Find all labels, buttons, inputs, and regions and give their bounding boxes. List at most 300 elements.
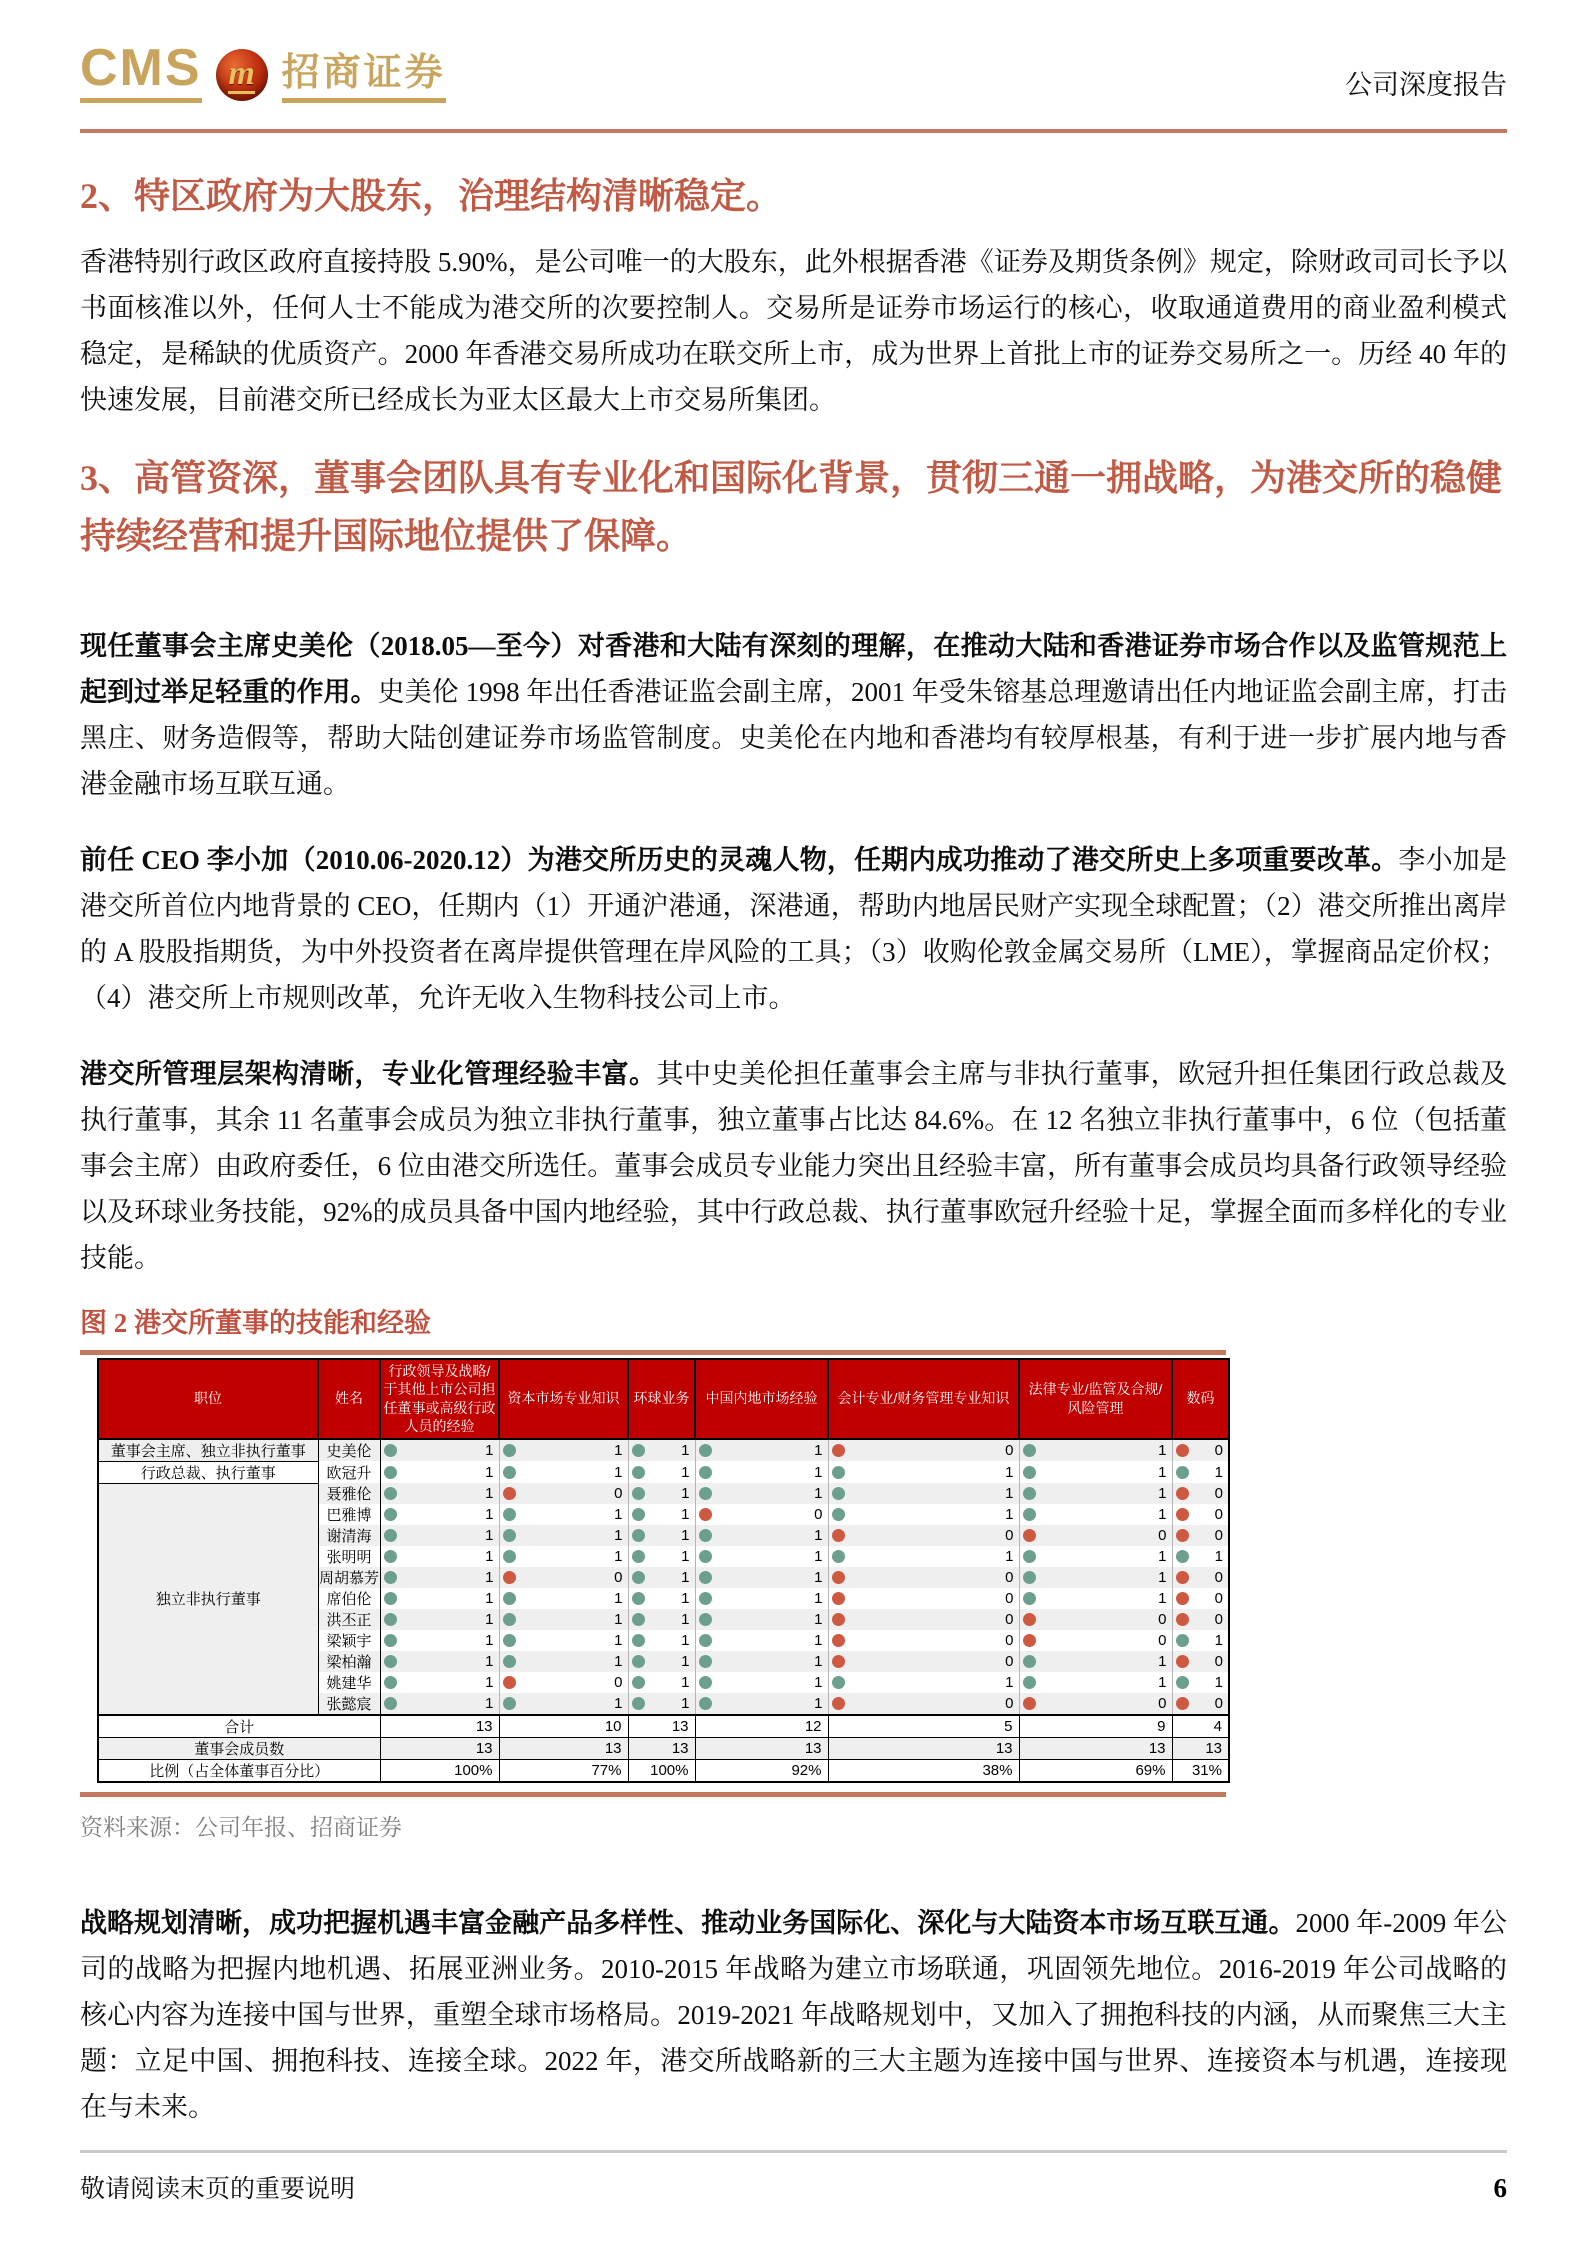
skill-value: 1 [1158,1653,1167,1671]
skill-cell [695,1609,828,1630]
table-header-row [98,1359,1229,1439]
skill-dot-green-icon [832,1487,845,1500]
section3-paragraph-2 [80,837,1507,1021]
skill-cell [695,1461,828,1483]
skill-value: 0 [1158,1611,1167,1629]
skill-value: 1 [614,1632,623,1650]
skill-value: 1 [485,1695,494,1713]
director-name: 欧冠升 [318,1461,380,1483]
skill-value: 0 [1005,1632,1014,1650]
skill-dot-red-icon [1176,1697,1189,1710]
skill-cell [828,1630,1019,1651]
skill-cell [695,1672,828,1693]
skill-cell [380,1567,499,1588]
cms-logo-chinese: 招商证券 [282,54,446,103]
skill-value: 1 [485,1611,494,1629]
skill-dot-green-icon [384,1571,397,1584]
skill-value: 1 [614,1653,623,1671]
skill-cell [1172,1546,1229,1567]
skill-dot-green-icon [699,1655,712,1668]
table-summary-row [98,1738,1229,1760]
skill-cell [1019,1546,1172,1567]
skill-dot-green-icon [1023,1676,1036,1689]
summary-value: 13 [499,1738,628,1760]
paragraph-lead: 港交所管理层架构清晰，专业化管理经验丰富。 [80,1059,657,1090]
skill-cell [628,1483,695,1504]
position-cell: 独立非执行董事 [98,1483,318,1715]
skill-cell [499,1609,628,1630]
skill-dot-green-icon [503,1444,516,1457]
skill-cell [499,1504,628,1525]
skill-cell [828,1609,1019,1630]
skill-value: 0 [1158,1632,1167,1650]
skill-cell [1019,1651,1172,1672]
summary-value: 5 [828,1715,1019,1738]
skill-cell [628,1672,695,1693]
summary-value: 13 [380,1738,499,1760]
skill-value: 1 [1214,1548,1223,1566]
skill-value: 1 [681,1506,690,1524]
skill-cell [499,1546,628,1567]
paragraph-lead: 战略规划清晰，成功把握机遇丰富金融产品多样性、推动业务国际化、深化与大陆资本市场互联互通。 [80,1908,1296,1939]
skill-value: 0 [614,1569,623,1587]
skill-cell [695,1439,828,1462]
skill-cell [628,1693,695,1715]
skill-dot-red-icon [832,1697,845,1710]
skill-value: 1 [1158,1463,1167,1481]
skill-dot-green-icon [699,1697,712,1710]
skill-value: 1 [814,1463,823,1481]
skill-cell [1019,1483,1172,1504]
skill-value: 1 [1005,1485,1014,1503]
skill-cell [1172,1651,1229,1672]
skill-value: 1 [1005,1548,1014,1566]
skill-cell [1019,1588,1172,1609]
skill-cell [380,1483,499,1504]
skill-value: 0 [1214,1441,1223,1459]
summary-value: 77% [499,1760,628,1783]
skill-value: 0 [1005,1590,1014,1608]
summary-value: 12 [695,1715,828,1738]
skill-cell [628,1546,695,1567]
skill-dot-green-icon [699,1634,712,1647]
skill-value: 1 [614,1590,623,1608]
position-cell: 行政总裁、执行董事 [98,1461,318,1483]
skill-cell [499,1439,628,1462]
skill-value: 1 [1214,1632,1223,1650]
skill-value: 1 [681,1590,690,1608]
skill-cell [695,1630,828,1651]
skill-dot-red-icon [1023,1613,1036,1626]
skill-value: 1 [814,1485,823,1503]
skill-value: 1 [485,1506,494,1524]
director-name: 张明明 [318,1546,380,1567]
skill-dot-red-icon [1176,1444,1189,1457]
section3-paragraph-1 [80,623,1507,807]
skill-value: 0 [1214,1485,1223,1503]
skill-value: 1 [681,1527,690,1545]
skill-value: 1 [1158,1674,1167,1692]
skill-cell [1019,1439,1172,1462]
skill-dot-red-icon [832,1529,845,1542]
skill-dot-green-icon [384,1529,397,1542]
skill-cell [695,1567,828,1588]
skill-cell [380,1439,499,1462]
skill-dot-green-icon [384,1444,397,1457]
skill-dot-green-icon [1176,1676,1189,1689]
skill-value: 1 [485,1527,494,1545]
skill-value: 1 [1005,1674,1014,1692]
skill-dot-green-icon [384,1508,397,1521]
summary-value: 69% [1019,1760,1172,1783]
skill-cell [828,1651,1019,1672]
skill-value: 1 [614,1527,623,1545]
skill-dot-green-icon [503,1613,516,1626]
skill-dot-green-icon [632,1634,645,1647]
skill-dot-green-icon [384,1697,397,1710]
skill-dot-red-icon [832,1571,845,1584]
skill-dot-red-icon [503,1571,516,1584]
skill-dot-red-icon [1176,1529,1189,1542]
skill-dot-green-icon [1023,1655,1036,1668]
column-header: 中国内地市场经验 [695,1359,828,1439]
skill-cell [1019,1461,1172,1483]
skill-dot-green-icon [632,1444,645,1457]
skill-value: 1 [814,1695,823,1713]
skill-cell [499,1630,628,1651]
skill-dot-red-icon [699,1508,712,1521]
skill-dot-green-icon [503,1550,516,1563]
director-name: 张懿宸 [318,1693,380,1715]
skill-dot-green-icon [632,1592,645,1605]
paragraph-body: 史美伦 1998 年出任香港证监会副主席，2001 年受朱镕基总理邀请出任内地证监会副主席，打击黑庄、财务造假等，帮助大陆创建证券市场监管制度。史美伦在内地和香港均有较厚根基，有利于进一步扩展内地与香港金融市场互联互通。 [80,677,1508,800]
skill-dot-red-icon [1176,1613,1189,1626]
summary-value: 13 [828,1738,1019,1760]
skill-cell [628,1609,695,1630]
skill-value: 1 [681,1632,690,1650]
skill-dot-green-icon [632,1613,645,1626]
skill-cell [828,1672,1019,1693]
skill-dot-red-icon [503,1487,516,1500]
director-name: 姚建华 [318,1672,380,1693]
skill-value: 1 [814,1569,823,1587]
skill-dot-green-icon [1023,1592,1036,1605]
director-name: 洪丕正 [318,1609,380,1630]
skill-value: 1 [814,1590,823,1608]
skill-value: 1 [814,1548,823,1566]
column-header: 数码 [1172,1359,1229,1439]
skill-value: 1 [814,1527,823,1545]
skill-dot-green-icon [1023,1550,1036,1563]
skill-dot-green-icon [699,1676,712,1689]
skill-dot-green-icon [699,1487,712,1500]
skill-cell [1172,1504,1229,1525]
skill-dot-green-icon [1176,1634,1189,1647]
board-skills-table [97,1358,1230,1784]
director-name: 史美伦 [318,1439,380,1462]
figure-rule-bottom [80,1792,1226,1797]
skill-cell [828,1461,1019,1483]
figure-source: 资料来源：公司年报、招商证券 [80,1815,402,1841]
skill-dot-green-icon [384,1592,397,1605]
closing-paragraph [80,1900,1507,2130]
skill-dot-green-icon [503,1634,516,1647]
skill-value: 0 [1005,1569,1014,1587]
skill-cell [1019,1504,1172,1525]
skill-cell [499,1588,628,1609]
skill-dot-green-icon [699,1571,712,1584]
skill-value: 1 [485,1485,494,1503]
section2-paragraph: 香港特别行政区政府直接持股 5.90%，是公司唯一的大股东，此外根据香港《证券及期货条例》规定，除财政司司长予以书面核准以外，任何人士不能成为港交所的次要控制人。交易所是证券市场运行的核心，收取通道费用的商业盈利模式稳定，是稀缺的优质资产。2000 年香港交易所成功在联交所上市，成为世界上首批上市的证券交易所之一。历经 40 年的快速发展，目前港交所已经成长为亚太区最大上市交易所集团。 [80,247,1507,416]
skill-cell [380,1461,499,1483]
summary-value: 13 [1019,1738,1172,1760]
skill-cell [1172,1483,1229,1504]
column-header: 资本市场专业知识 [499,1359,628,1439]
figure-rule-top [80,1350,1226,1355]
summary-label: 合计 [98,1715,380,1738]
skill-value: 0 [1214,1569,1223,1587]
skill-value: 0 [1158,1527,1167,1545]
skill-cell [1172,1567,1229,1588]
skill-value: 0 [1214,1653,1223,1671]
summary-value: 31% [1172,1760,1229,1783]
skill-value: 1 [1214,1463,1223,1481]
skill-dot-green-icon [699,1444,712,1457]
skill-value: 0 [1214,1506,1223,1524]
skill-cell [499,1693,628,1715]
skill-dot-green-icon [699,1529,712,1542]
summary-value: 13 [628,1738,695,1760]
summary-value: 38% [828,1760,1019,1783]
skill-cell [695,1525,828,1546]
director-name: 聂雅伦 [318,1483,380,1504]
skill-cell [380,1672,499,1693]
skill-cell [1019,1525,1172,1546]
skill-dot-green-icon [1176,1466,1189,1479]
skill-cell [828,1504,1019,1525]
page-footer-bar [80,2150,1507,2205]
skill-dot-red-icon [1176,1508,1189,1521]
skill-dot-green-icon [832,1508,845,1521]
skill-cell [380,1525,499,1546]
skill-cell [628,1630,695,1651]
paragraph-lead: 前任 CEO 李小加（2010.06-2020.12）为港交所历史的灵魂人物，任期内成功推动了港交所史上多项重要改革。 [80,845,1399,876]
skill-dot-green-icon [1023,1508,1036,1521]
skill-value: 1 [814,1632,823,1650]
skill-dot-red-icon [1176,1571,1189,1584]
skill-cell [499,1483,628,1504]
skill-value: 1 [1158,1506,1167,1524]
skill-cell [1172,1588,1229,1609]
skill-value: 1 [681,1653,690,1671]
skill-dot-green-icon [699,1613,712,1626]
skill-value: 0 [814,1506,823,1524]
skill-dot-green-icon [384,1676,397,1689]
column-header: 法律专业/监管及合规/风险管理 [1019,1359,1172,1439]
skill-cell [1019,1630,1172,1651]
skill-cell [380,1630,499,1651]
skill-value: 1 [681,1485,690,1503]
skill-value: 1 [614,1611,623,1629]
skill-dot-green-icon [632,1508,645,1521]
skill-dot-green-icon [1023,1444,1036,1457]
skill-cell [695,1651,828,1672]
skill-cell [499,1461,628,1483]
report-type-label: 公司深度报告 [1345,70,1507,101]
skill-dot-green-icon [632,1529,645,1542]
summary-value: 9 [1019,1715,1172,1738]
skill-value: 0 [1005,1527,1014,1545]
skill-cell [628,1504,695,1525]
figure-caption: 图 2 港交所董事的技能和经验 [80,1308,431,1339]
skill-value: 1 [614,1463,623,1481]
skill-value: 1 [614,1506,623,1524]
skill-dot-red-icon [832,1592,845,1605]
column-header: 行政领导及战略/于其他上市公司担任董事或高级行政人员的经验 [380,1359,499,1439]
skill-value: 1 [814,1611,823,1629]
table-summary-row [98,1760,1229,1783]
skill-cell [695,1588,828,1609]
skill-cell [380,1693,499,1715]
skill-cell [1019,1693,1172,1715]
paragraph-lead: 现任董事会主席史美伦（2018.05—至今）对香港和大陆有深刻的理解，在推动大陆和香港证券市场合作以及监管规范上起到过举足轻重的作用。 [80,631,1507,708]
skill-dot-green-icon [503,1592,516,1605]
skill-dot-red-icon [1023,1529,1036,1542]
skill-dot-green-icon [503,1466,516,1479]
skill-cell [380,1588,499,1609]
summary-label: 董事会成员数 [98,1738,380,1760]
paragraph-body: 2000 年-2009 年公司的战略为把握内地机遇、拓展亚洲业务。2010-2015 年战略为建立市场联通，巩固领先地位。2016-2019 年公司战略的核心内容为连接中国与世界，重塑全球市场格局。2019-2021 年战略规划中，又加入了拥抱科技的内涵，从而聚焦三大主题：立足中国、拥抱科技、连接全球。2022 年，港交所战略新的三大主题为连接中国与世界、连接资本与机遇，连接现在与未来。 [80,1908,1508,2123]
summary-value: 13 [380,1715,499,1738]
skill-dot-green-icon [832,1466,845,1479]
skill-value: 1 [485,1590,494,1608]
skill-value: 1 [1158,1485,1167,1503]
skill-cell [828,1483,1019,1504]
summary-value: 13 [1172,1738,1229,1760]
skill-value: 0 [1005,1653,1014,1671]
skill-dot-green-icon [832,1550,845,1563]
skill-value: 1 [485,1441,494,1459]
summary-value: 13 [628,1715,695,1738]
summary-value: 4 [1172,1715,1229,1738]
skill-dot-green-icon [1023,1487,1036,1500]
skill-value: 0 [1214,1527,1223,1545]
column-header: 姓名 [318,1359,380,1439]
skill-dot-green-icon [384,1466,397,1479]
skill-value: 0 [1005,1441,1014,1459]
skill-cell [828,1525,1019,1546]
skill-dot-green-icon [632,1466,645,1479]
skill-cell [695,1693,828,1715]
cms-logo-text: CMS [80,46,202,103]
skill-dot-green-icon [699,1592,712,1605]
paragraph-body: 其中史美伦担任董事会主席与非执行董事，欧冠升担任集团行政总裁及执行董事，其余 11 名董事会成员为独立非执行董事，独立董事占比达 84.6%。在 12 名独立非执行董事中，6 位（包括董事会主席）由政府委任，6 位由港交所选任。董事会成员专业能力突出且经验丰富，所有董事会成员均具备行政领导经验以及环球业务技能，92%的成员具备中国内地经验，其中行政总裁、执行董事欧冠升经验十足，掌握全面而多样化的专业技能。 [80,1059,1508,1274]
skill-value: 1 [814,1674,823,1692]
skill-dot-green-icon [384,1487,397,1500]
skill-value: 1 [1158,1569,1167,1587]
skill-cell [628,1651,695,1672]
skill-value: 1 [681,1611,690,1629]
director-name: 周胡慕芳 [318,1567,380,1588]
skill-cell [628,1439,695,1462]
paragraph-body: 李小加是港交所首位内地背景的 CEO，任期内（1）开通沪港通，深港通，帮助内地居民财产实现全球配置；（2）港交所推出离岸的 A 股股指期货，为中外投资者在离岸提供管理在岸风险的工具；（3）收购伦敦金属交易所（LME），掌握商品定价权；（4）港交所上市规则改革，允许无收入生物科技公司上市。 [80,845,1508,1014]
skill-value: 1 [485,1653,494,1671]
skill-value: 1 [485,1548,494,1566]
skill-value: 1 [1005,1506,1014,1524]
skill-value: 0 [1214,1695,1223,1713]
skill-value: 0 [1005,1611,1014,1629]
page-header [80,0,1507,133]
skill-cell [628,1588,695,1609]
skill-value: 1 [485,1632,494,1650]
table-row [98,1483,1229,1504]
skill-value: 1 [1158,1548,1167,1566]
skill-dot-green-icon [699,1466,712,1479]
skill-dot-green-icon [503,1508,516,1521]
skill-value: 1 [814,1441,823,1459]
skill-cell [499,1567,628,1588]
skill-cell [1172,1439,1229,1462]
skill-cell [828,1439,1019,1462]
director-name: 梁颖宇 [318,1630,380,1651]
skill-cell [1172,1525,1229,1546]
summary-value: 10 [499,1715,628,1738]
section3-title: 3、高管资深，董事会团队具有专业化和国际化背景，贯彻三通一拥战略，为港交所的稳健持续经营和提升国际地位提供了保障。 [80,458,1503,557]
skill-cell [380,1504,499,1525]
skill-dot-green-icon [632,1676,645,1689]
skill-dot-red-icon [832,1613,845,1626]
skill-value: 1 [681,1548,690,1566]
skill-value: 1 [485,1569,494,1587]
skill-dot-green-icon [1023,1571,1036,1584]
skill-dot-green-icon [632,1487,645,1500]
skill-dot-green-icon [632,1571,645,1584]
skill-value: 0 [614,1485,623,1503]
skill-dot-green-icon [503,1697,516,1710]
skill-value: 1 [1158,1441,1167,1459]
summary-value: 100% [380,1760,499,1783]
section3-paragraph-3 [80,1051,1507,1281]
skill-dot-red-icon [503,1676,516,1689]
skill-cell [1019,1609,1172,1630]
skill-cell [380,1609,499,1630]
skill-cell [1172,1609,1229,1630]
skill-value: 1 [614,1548,623,1566]
section2-title: 2、特区政府为大股东，治理结构清晰稳定。 [80,176,783,217]
disclaimer-text: 敬请阅读末页的重要说明 [80,2176,356,2203]
skill-dot-green-icon [384,1550,397,1563]
cms-logo [80,39,446,103]
skill-value: 1 [681,1463,690,1481]
skill-cell [380,1546,499,1567]
skill-cell [499,1525,628,1546]
column-header: 会计专业/财务管理专业知识 [828,1359,1019,1439]
skill-dot-green-icon [384,1655,397,1668]
skill-value: 1 [1158,1590,1167,1608]
skill-value: 0 [1214,1611,1223,1629]
skill-value: 1 [485,1463,494,1481]
column-header: 职位 [98,1359,318,1439]
skill-dot-red-icon [1023,1697,1036,1710]
skill-value: 1 [814,1653,823,1671]
skill-dot-green-icon [503,1655,516,1668]
skill-cell [695,1546,828,1567]
skill-cell [628,1525,695,1546]
skill-value: 0 [1158,1695,1167,1713]
summary-label: 比例（占全体董事百分比） [98,1760,380,1783]
skill-dot-red-icon [1176,1655,1189,1668]
skill-dot-red-icon [1023,1634,1036,1647]
